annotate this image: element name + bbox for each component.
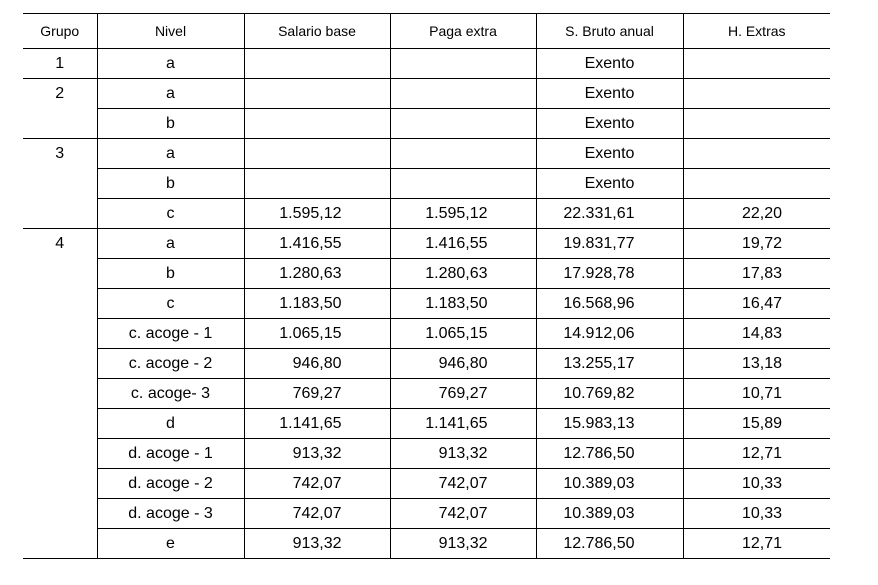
h-extras-cell: 12,71 xyxy=(683,529,830,559)
nivel-cell: a xyxy=(97,79,244,109)
nivel-cell: d. acoge - 1 xyxy=(97,439,244,469)
paga-extra-cell: 1.595,12 xyxy=(390,199,536,229)
paga-extra-cell: 1.183,50 xyxy=(390,289,536,319)
header-salario-base: Salario base xyxy=(244,14,390,49)
bruto-anual-cell: Exento xyxy=(536,79,683,109)
nivel-cell: b xyxy=(97,259,244,289)
bruto-anual-cell: 10.389,03 xyxy=(536,499,683,529)
paga-extra-cell xyxy=(390,139,536,169)
table-body xyxy=(23,49,830,559)
nivel-cell: c. acoge- 3 xyxy=(97,379,244,409)
bruto-anual-cell: 10.769,82 xyxy=(536,379,683,409)
bruto-anual-cell: 10.389,03 xyxy=(536,469,683,499)
paga-extra-cell: 1.416,55 xyxy=(390,229,536,259)
paga-extra-cell: 1.065,15 xyxy=(390,319,536,349)
salario-base-cell: 913,32 xyxy=(244,529,390,559)
table-row xyxy=(23,439,830,469)
salary-table xyxy=(23,13,830,559)
table-row xyxy=(23,529,830,559)
paga-extra-cell xyxy=(390,49,536,79)
grupo-cell: 1 xyxy=(23,49,97,79)
nivel-cell: b xyxy=(97,169,244,199)
nivel-cell: c xyxy=(97,289,244,319)
table-row xyxy=(23,289,830,319)
table-row xyxy=(23,349,830,379)
bruto-anual-cell: 17.928,78 xyxy=(536,259,683,289)
h-extras-cell: 12,71 xyxy=(683,439,830,469)
table-row xyxy=(23,49,830,79)
paga-extra-cell: 913,32 xyxy=(390,529,536,559)
h-extras-cell: 22,20 xyxy=(683,199,830,229)
h-extras-cell: 10,33 xyxy=(683,469,830,499)
table-row xyxy=(23,169,830,199)
h-extras-cell: 17,83 xyxy=(683,259,830,289)
paga-extra-cell xyxy=(390,169,536,199)
salario-base-cell: 1.595,12 xyxy=(244,199,390,229)
nivel-cell: d xyxy=(97,409,244,439)
table-row xyxy=(23,109,830,139)
h-extras-cell: 10,33 xyxy=(683,499,830,529)
salario-base-cell: 913,32 xyxy=(244,439,390,469)
bruto-anual-cell: 13.255,17 xyxy=(536,349,683,379)
bruto-anual-cell: 22.331,61 xyxy=(536,199,683,229)
h-extras-cell: 16,47 xyxy=(683,289,830,319)
salario-base-cell: 742,07 xyxy=(244,499,390,529)
bruto-anual-cell: 12.786,50 xyxy=(536,529,683,559)
paga-extra-cell xyxy=(390,79,536,109)
bruto-anual-cell: 15.983,13 xyxy=(536,409,683,439)
nivel-cell: a xyxy=(97,49,244,79)
table-row xyxy=(23,229,830,259)
nivel-cell: e xyxy=(97,529,244,559)
table-row xyxy=(23,199,830,229)
nivel-cell: c. acoge - 2 xyxy=(97,349,244,379)
bruto-anual-cell: 12.786,50 xyxy=(536,439,683,469)
salario-base-cell: 769,27 xyxy=(244,379,390,409)
salario-base-cell: 1.141,65 xyxy=(244,409,390,439)
bruto-anual-cell: 19.831,77 xyxy=(536,229,683,259)
nivel-cell: d. acoge - 2 xyxy=(97,469,244,499)
table-row xyxy=(23,139,830,169)
header-bruto-anual: S. Bruto anual xyxy=(536,14,683,49)
salario-base-cell xyxy=(244,139,390,169)
nivel-cell: a xyxy=(97,139,244,169)
grupo-cell: 3 xyxy=(23,139,97,229)
bruto-anual-cell: 16.568,96 xyxy=(536,289,683,319)
grupo-cell: 2 xyxy=(23,79,97,139)
h-extras-cell: 13,18 xyxy=(683,349,830,379)
table-row xyxy=(23,379,830,409)
salario-base-cell xyxy=(244,169,390,199)
paga-extra-cell: 742,07 xyxy=(390,469,536,499)
h-extras-cell: 10,71 xyxy=(683,379,830,409)
table-row xyxy=(23,499,830,529)
paga-extra-cell: 742,07 xyxy=(390,499,536,529)
salario-base-cell: 1.065,15 xyxy=(244,319,390,349)
table-row xyxy=(23,319,830,349)
nivel-cell: a xyxy=(97,229,244,259)
header-grupo: Grupo xyxy=(23,14,97,49)
salario-base-cell: 742,07 xyxy=(244,469,390,499)
grupo-cell: 4 xyxy=(23,229,97,559)
paga-extra-cell: 1.280,63 xyxy=(390,259,536,289)
header-h-extras: H. Extras xyxy=(683,14,830,49)
paga-extra-cell: 946,80 xyxy=(390,349,536,379)
h-extras-cell: 19,72 xyxy=(683,229,830,259)
bruto-anual-cell: Exento xyxy=(536,139,683,169)
table-row xyxy=(23,409,830,439)
salario-base-cell: 1.280,63 xyxy=(244,259,390,289)
header-nivel: Nivel xyxy=(97,14,244,49)
bruto-anual-cell: 14.912,06 xyxy=(536,319,683,349)
salario-base-cell xyxy=(244,79,390,109)
salario-base-cell: 946,80 xyxy=(244,349,390,379)
table-row xyxy=(23,259,830,289)
h-extras-cell xyxy=(683,79,830,109)
bruto-anual-cell: Exento xyxy=(536,169,683,199)
salario-base-cell: 1.183,50 xyxy=(244,289,390,319)
paga-extra-cell: 769,27 xyxy=(390,379,536,409)
table-header xyxy=(23,14,830,49)
table-row xyxy=(23,79,830,109)
salario-base-cell xyxy=(244,49,390,79)
nivel-cell: c xyxy=(97,199,244,229)
h-extras-cell: 15,89 xyxy=(683,409,830,439)
h-extras-cell xyxy=(683,139,830,169)
h-extras-cell xyxy=(683,49,830,79)
paga-extra-cell: 1.141,65 xyxy=(390,409,536,439)
h-extras-cell: 14,83 xyxy=(683,319,830,349)
header-row xyxy=(23,14,830,49)
nivel-cell: b xyxy=(97,109,244,139)
bruto-anual-cell: Exento xyxy=(536,109,683,139)
paga-extra-cell xyxy=(390,109,536,139)
salario-base-cell xyxy=(244,109,390,139)
table-row xyxy=(23,469,830,499)
header-paga-extra: Paga extra xyxy=(390,14,536,49)
paga-extra-cell: 913,32 xyxy=(390,439,536,469)
bruto-anual-cell: Exento xyxy=(536,49,683,79)
nivel-cell: d. acoge - 3 xyxy=(97,499,244,529)
salario-base-cell: 1.416,55 xyxy=(244,229,390,259)
nivel-cell: c. acoge - 1 xyxy=(97,319,244,349)
h-extras-cell xyxy=(683,169,830,199)
h-extras-cell xyxy=(683,109,830,139)
